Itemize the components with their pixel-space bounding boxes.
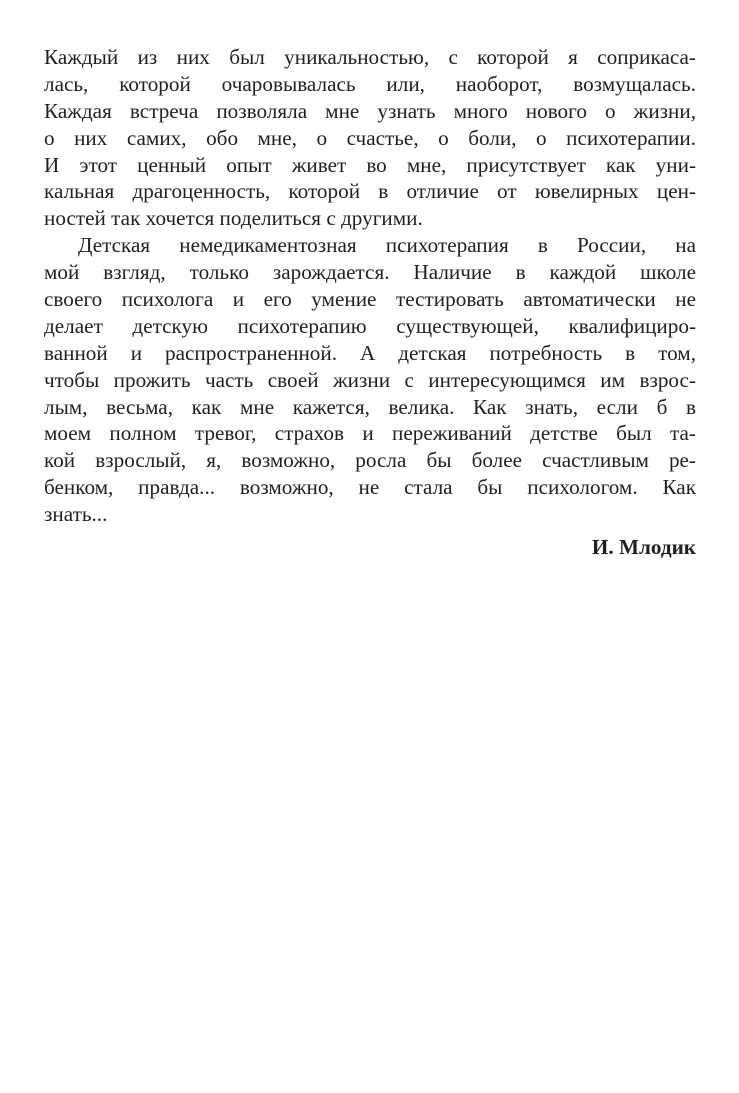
page-text <box>44 44 696 562</box>
paragraph-1 <box>44 44 696 232</box>
text-line: кальная драгоценность, которой в отличие от ювелирных цен- <box>44 179 696 204</box>
text-line: делает детскую психотерапию существующей, квалифициро- <box>44 313 696 338</box>
text-line: Каждый из них был уникальностью, с которой я соприкаса- <box>44 45 696 69</box>
paragraph-2 <box>44 232 696 528</box>
text-line: лым, весьма, как мне кажется, велика. Как знать, если б в <box>44 394 696 419</box>
text-line: мой взгляд, только зарождается. Наличие в каждой школе <box>44 260 696 285</box>
text-line: бенком, правда... возможно, не стала бы психологом. Как <box>44 475 696 500</box>
text-line: Каждая встреча позволяла мне узнать много нового о жизни, <box>44 98 696 123</box>
text-line: ностей так хочется поделиться с другими. <box>44 206 423 231</box>
text-line: кой взрослый, я, возможно, росла бы более счастливым ре- <box>44 448 696 473</box>
text-line: знать... <box>44 502 108 527</box>
text-line: Детская немедикаментозная психотерапия в России, на <box>78 233 696 258</box>
text-line: И этот ценный опыт живет во мне, присутствует как уни- <box>44 152 696 177</box>
text-line: моем полном тревог, страхов и переживаний детстве был та- <box>44 421 696 446</box>
text-line: ванной и распространенной. А детская потребность в том, <box>44 340 696 365</box>
text-line: о них самих, обо мне, о счастье, о боли, о психотерапии. <box>44 125 696 150</box>
text-line: своего психолога и его умение тестировать автоматически не <box>44 287 696 312</box>
text-line: чтобы прожить часть своей жизни с интересующимся им взрос- <box>44 367 696 392</box>
author-signature: И. Млодик <box>591 535 696 560</box>
text-line: лась, которой очаровывалась или, наоборот, возмущалась. <box>44 71 696 96</box>
